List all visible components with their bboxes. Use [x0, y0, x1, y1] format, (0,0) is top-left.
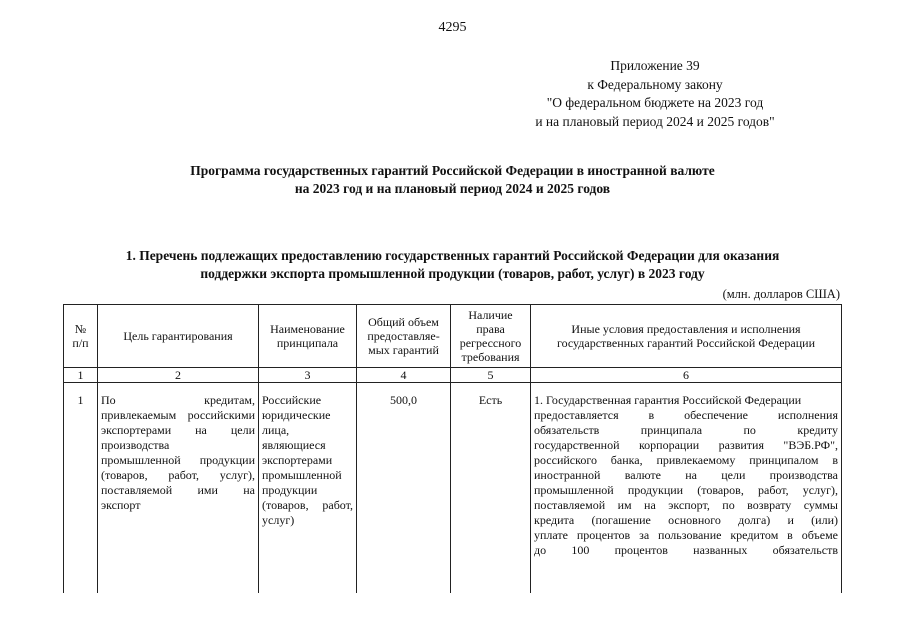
cell-line: поставляемой им на экспорт, по возврату суммы: [534, 498, 838, 512]
cell-line: российского банка, привлекаемому принципалом в: [534, 453, 838, 467]
cell-line: иностранной валюте на цели производства: [534, 468, 838, 482]
row-purpose: [98, 383, 259, 594]
cell-line: экспортерами на цели: [101, 423, 255, 437]
appendix-line: "О федеральном бюджете на 2023 год: [546, 95, 764, 110]
cell-line: уплате процентов за пользование кредитом в объеме: [534, 528, 838, 542]
column-number: 6: [531, 368, 842, 383]
units-note: (млн. долларов США): [722, 287, 840, 301]
header-principal: Наименование принципала: [259, 305, 357, 368]
title-line: Программа государственных гарантий Российской Федерации в иностранной валюте: [190, 163, 715, 178]
header-conditions: Иные условия предоставления и исполнения государственных гарантий Российской Федерации: [531, 305, 842, 368]
cell-line: производства: [101, 438, 170, 452]
title-line: на 2023 год и на плановый период 2024 и 2025 годов: [294, 181, 611, 196]
row-conditions: [531, 383, 842, 594]
row-num: 1: [64, 383, 98, 594]
table-header-row: [64, 305, 842, 368]
cell-line: до 100 процентов названных обязательств: [534, 543, 838, 557]
guarantees-table: [63, 304, 842, 593]
header-volume: Общий объем предоставляе- мых гарантий: [357, 305, 451, 368]
row-principal: [259, 383, 357, 594]
cell-line: промышленной продукции (товаров, работ, услуг),: [534, 483, 838, 497]
appendix-line: и на плановый период 2024 и 2025 годов": [535, 113, 775, 129]
cell-line: юридические: [262, 408, 331, 422]
appendix-header: [470, 57, 840, 131]
appendix-line: к Федеральному закону: [587, 76, 723, 92]
cell-line: 1. Государственная гарантия Российской Федерации: [534, 393, 802, 407]
table-row: [64, 383, 842, 594]
cell-line: привлекаемым российскими: [101, 408, 255, 422]
column-number: 3: [259, 368, 357, 383]
column-number: 1: [64, 368, 98, 383]
cell-line: По кредитам,: [101, 393, 255, 407]
page-number: 4295: [438, 20, 467, 35]
cell-line: экспортерами: [262, 453, 333, 467]
header-purpose: Цель гарантирования: [98, 305, 259, 368]
header-num: № п/п: [64, 305, 98, 368]
cell-line: поставляемой ими на: [101, 483, 255, 497]
cell-line: (товаров, работ,: [262, 498, 353, 512]
cell-line: экспорт: [101, 498, 141, 512]
cell-line: обязательств принципала по кредиту: [534, 423, 838, 437]
row-volume: 500,0: [357, 383, 451, 594]
document-title: [0, 162, 905, 198]
cell-line: промышленной продукции: [101, 453, 255, 467]
column-number: 5: [451, 368, 531, 383]
cell-line: (товаров, работ, услуг),: [101, 468, 255, 482]
section-heading: [40, 247, 865, 283]
cell-line: кредита (погашение основного долга) и (или): [534, 513, 838, 527]
row-regress: Есть: [451, 383, 531, 594]
section-line: поддержки экспорта промышленной продукции (товаров, работ, услуг) в 2023 году: [200, 266, 705, 281]
cell-line: государственной корпорации развития "ВЭБ.РФ",: [534, 438, 838, 452]
cell-line: продукции: [262, 483, 318, 497]
column-numbers-row: [64, 368, 842, 383]
cell-line: промышленной: [262, 468, 342, 482]
cell-line: услуг): [262, 513, 295, 527]
cell-line: предоставляется в обеспечение исполнения: [534, 408, 838, 422]
section-line: 1. Перечень подлежащих предоставлению государственных гарантий Российской Федерации для оказания: [125, 248, 780, 263]
header-regress: Наличие права регрессного требования: [451, 305, 531, 368]
column-number: 4: [357, 368, 451, 383]
cell-line: лица,: [262, 423, 290, 437]
cell-line: Российские: [262, 393, 322, 407]
cell-line: являющиеся: [262, 438, 326, 452]
column-number: 2: [98, 368, 259, 383]
appendix-line: Приложение 39: [610, 58, 700, 73]
